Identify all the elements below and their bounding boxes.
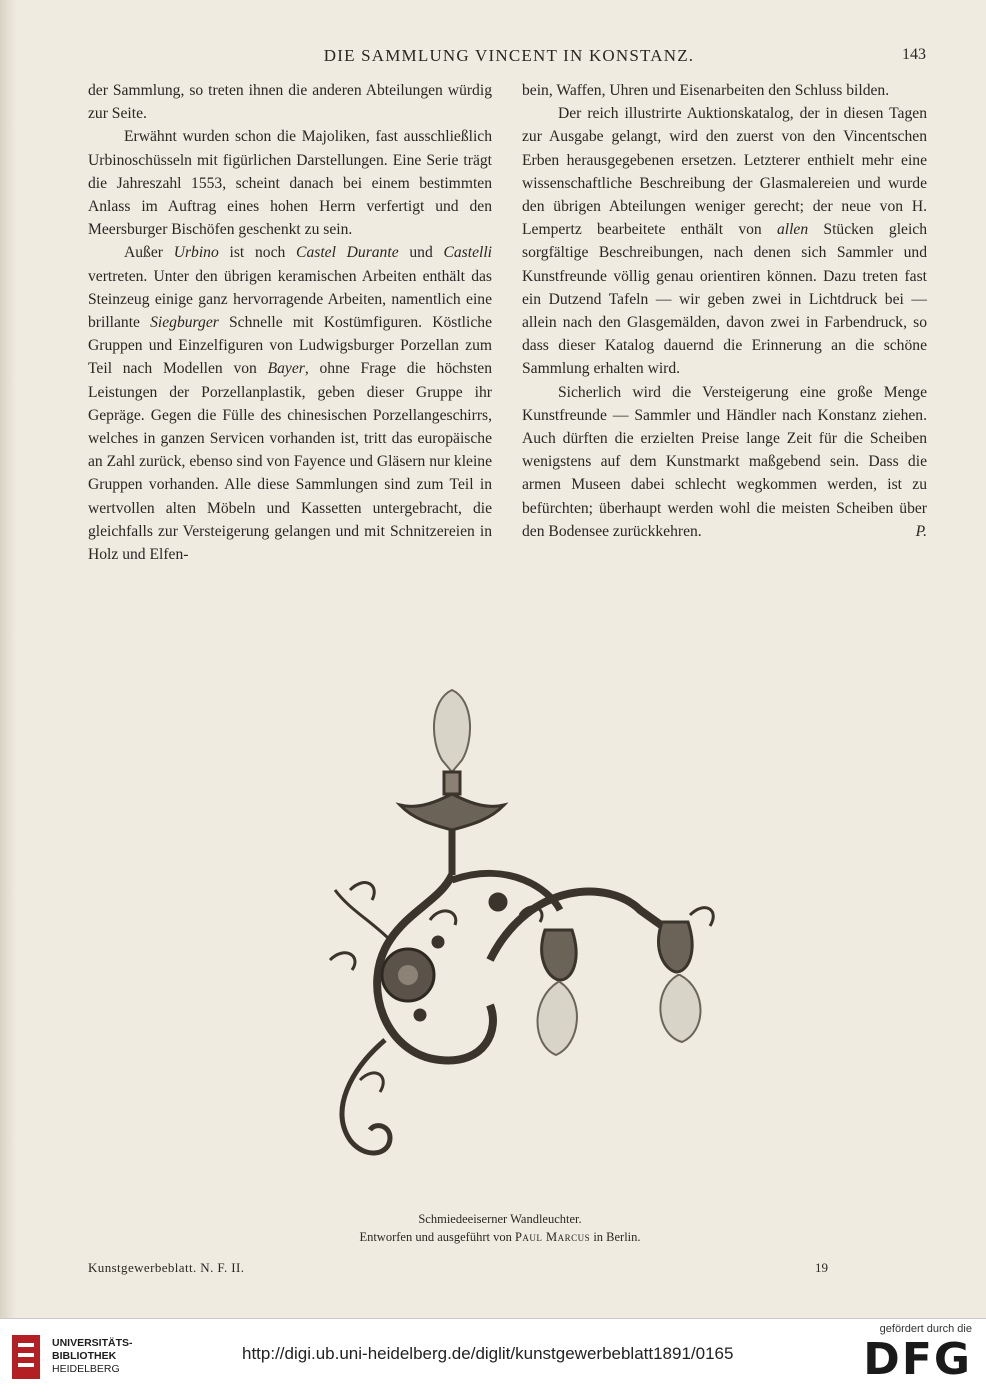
page-header-title: DIE SAMMLUNG VINCENT IN KONSTANZ. xyxy=(323,46,695,65)
paragraph: Außer Urbino ist noch Castel Durante und Castelli vertreten. Unter den übrigen keramischen Arbeiten enthält das Steinzeug einige ganz hervorragende Arbeiten, namentlich eine brillante Siegburger Schnelle mit Kostümfiguren. Köstliche Gruppen und Einzelfiguren von Ludwigsburger Porzellan zum Teil nach Modellen von Bayer, ohne Frage die höchsten Leistungen der Porzellanplastik, geben dieser Gruppe ihr Gepräge. Gegen die Fülle des chinesischen Porzellangeschirrs, welches in ganzen Servicen vorhanden ist, tritt das europäische an Zahl zurück, ebenso sind von Fayence und Gläsern nur kleine Gruppen vorhanden. Alle diese Sammlungen sind zum Teil in wertvollen alten Möbeln und Kassetten untergebracht, die gleichfalls zur Versteigerung gelangen und mit Schnitzereien in Holz und Elfen- xyxy=(88,244,493,564)
library-name: UNIVERSITÄTS- BIBLIOTHEK HEIDELBERG xyxy=(52,1337,133,1375)
right-text-column xyxy=(522,79,927,543)
italic-term: allen xyxy=(776,221,809,239)
page-number: 143 xyxy=(902,46,926,63)
left-text-column xyxy=(88,79,492,566)
author-signature: P. xyxy=(915,522,927,540)
university-library-logo-icon xyxy=(10,1333,42,1381)
page-footer xyxy=(88,1260,828,1280)
caption-credit: Entworfen und ausgeführt von Paul Marcus in Berlin. xyxy=(359,1230,641,1244)
wall-sconce-illustration xyxy=(290,660,750,1190)
funded-by-label: gefördert durch die xyxy=(879,1323,972,1335)
digitization-banner xyxy=(0,1318,986,1397)
caption-title: Schmiedeeiserner Wandleuchter. xyxy=(418,1212,582,1226)
paragraph: Der reich illustrirte Auktionskatalog, der in diesen Tagen zur Ausgabe gelangt, wird den zuerst von den Vincentschen Erben herausgegebenen ersetzen. Letzterer enthielt mehr eine wissenschaftliche Beschreibung der Glasmalereien und wurde den übrigen Abteilungen weniger gerecht; der neue von H. Lempertz bearbeitete enthält von allen Stücken gleich sorgfältige Beschreibungen, nach denen sich Sammler und Kunstfreunde völlig genau orientiren können. Dazu treten fast ein Dutzend Tafeln — wir geben zwei in Lichtdruck bei — allein nach den Glasgemälden, davon zwei in Farbendruck, so dass dieser Katalog dauernd die Erinnerung an die schöne Sammlung erhalten wird. xyxy=(522,105,927,378)
paragraph: Erwähnt wurden schon die Majoliken, fast ausschließlich Urbinoschüsseln mit figürlichen Darstellungen. Eine Serie trägt die Jahreszahl 1553, scheint danach bei einem bestimmten Anlass im Auftrag eines hohen Herrn verfertigt und den Meersburger Bischöfen geschenkt zu sein. xyxy=(88,128,492,239)
paragraph: bein, Waffen, Uhren und Eisenarbeiten den Schluss bilden. xyxy=(522,82,890,99)
maker-name: Paul Marcus xyxy=(514,1230,591,1244)
permalink-url[interactable]: http://digi.ub.uni-heidelberg.de/diglit/kunstgewerbeblatt1891/0165 xyxy=(242,1344,734,1363)
page-binding-edge xyxy=(0,0,16,1318)
dfg-logo: DFG xyxy=(863,1334,972,1385)
italic-term: Castelli xyxy=(443,244,493,262)
paragraph: der Sammlung, so treten ihnen die anderen Abteilungen würdig zur Seite. xyxy=(88,82,492,123)
running-header xyxy=(88,46,930,72)
italic-term: Castel Durante xyxy=(296,244,399,262)
italic-term: Siegburger xyxy=(150,314,219,332)
figure-caption xyxy=(200,1210,800,1246)
sheet-number: 19 xyxy=(815,1260,828,1275)
paragraph: Sicherlich wird die Versteigerung eine große Menge Kunstfreunde — Sammler und Händler nach Konstanz ziehen. Auch dürften die erzielten Preise lange Zeit für die Scheiben wenigstens auf dem Kunstmarkt maßgebend sein. Dass die armen Museen dabei schlecht wegkommen werden, ist zu befürchten; überhaupt werden wohl die meisten Scheiben über den Bodensee zurückkehren. P. xyxy=(522,381,927,543)
dfg-funding xyxy=(832,1323,972,1395)
italic-term: Bayer xyxy=(267,360,305,378)
journal-signature: Kunstgewerbeblatt. N. F. II. xyxy=(88,1260,245,1275)
italic-term: Urbino xyxy=(173,244,219,262)
